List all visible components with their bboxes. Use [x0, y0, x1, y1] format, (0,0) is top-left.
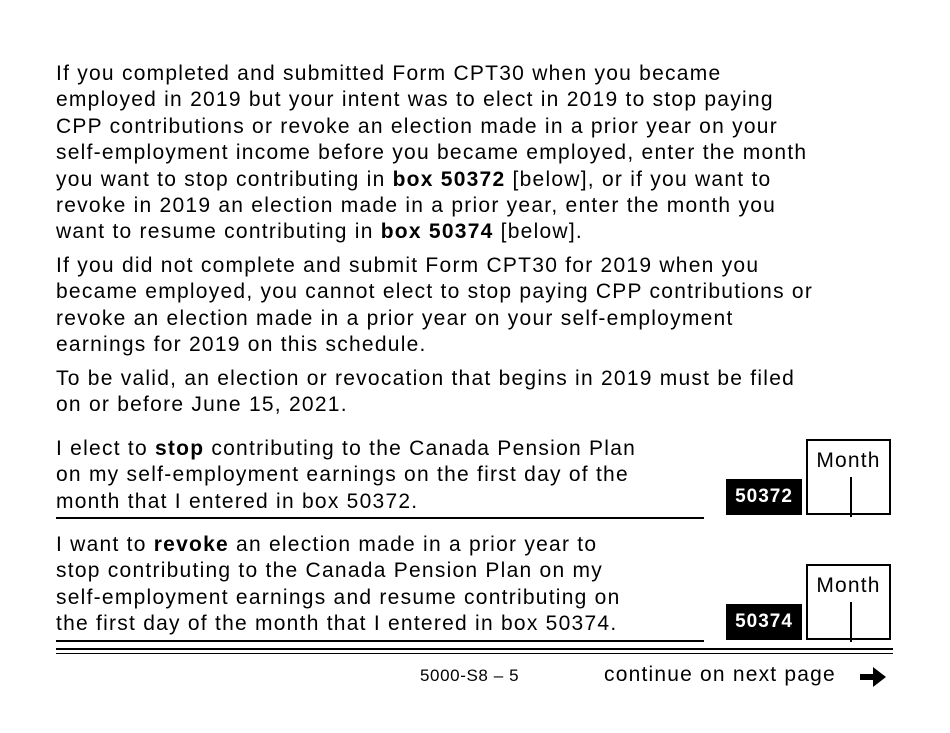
text-segment: you want to stop contributing in	[56, 167, 393, 191]
paragraph-filing-deadline	[56, 366, 916, 419]
right-arrow-icon	[858, 665, 888, 689]
text-segment: contributing to the Canada Pension Plan	[204, 437, 637, 460]
form-page-code: 5000-S8 – 5	[420, 666, 520, 685]
continue-on-next-page: continue on next page	[604, 663, 836, 686]
stop-keyword: stop	[154, 437, 205, 460]
text-line: stop contributing to the Canada Pension Plan on my	[56, 559, 603, 583]
text-line: revoke in 2019 an election made in a prior year, enter the month you	[56, 194, 777, 218]
election-revoke-text	[56, 532, 716, 638]
text-line: If you did not complete and submit Form CPT30 for 2019 when you	[56, 254, 760, 277]
field-code-50374: 50374	[726, 604, 802, 640]
text-line: month that I entered in box 50372.	[56, 489, 419, 513]
field-code-50372: 50372	[726, 479, 802, 515]
text-line	[56, 219, 916, 245]
box-reference-50374: box 50374	[380, 220, 494, 244]
text-line: employed in 2019 but your intent was to elect in 2019 to stop paying	[56, 88, 774, 112]
month-input-50374[interactable]	[806, 564, 891, 640]
box-reference-50372: box 50372	[392, 167, 506, 191]
divider-rule	[56, 640, 704, 642]
paragraph-cpt30-not-submitted	[56, 253, 916, 359]
text-line: self-employment earnings and resume contributing on	[56, 585, 621, 609]
footer-rule-top	[56, 648, 893, 650]
divider-rule	[56, 517, 704, 519]
text-segment: I want to	[56, 533, 154, 556]
text-segment: [below], or if you want to	[505, 167, 772, 191]
text-line: revoke an election made in a prior year on your self-employment	[56, 306, 734, 330]
text-line: became employed, you cannot elect to stop paying CPP contributions or	[56, 280, 814, 304]
text-line: CPP contributions or revoke an election made in a prior year on your	[56, 114, 778, 138]
text-line: To be valid, an election or revocation that begins in 2019 must be filed	[56, 367, 796, 390]
month-digit-divider	[850, 602, 852, 642]
month-label: Month	[816, 574, 881, 597]
text-line: on my self-employment earnings on the first day of the	[56, 463, 629, 487]
month-digit-divider	[850, 477, 852, 517]
revoke-keyword: revoke	[153, 533, 229, 556]
text-line	[56, 167, 916, 193]
paragraph-cpt30-submitted	[56, 61, 916, 246]
month-label: Month	[816, 449, 881, 472]
month-input-50372[interactable]	[806, 439, 891, 515]
text-line	[56, 436, 716, 462]
footer-rule-bottom	[56, 653, 893, 654]
text-line: on or before June 15, 2021.	[56, 393, 348, 417]
text-segment: an election made in a prior year to	[228, 533, 598, 556]
text-segment: [below].	[493, 220, 584, 244]
election-stop-text	[56, 436, 716, 515]
text-line: If you completed and submitted Form CPT30 when you became	[56, 62, 722, 85]
text-segment: want to resume contributing in	[56, 220, 381, 244]
text-line	[56, 532, 716, 558]
text-segment: I elect to	[56, 437, 155, 460]
text-line: the first day of the month that I entered in box 50374.	[56, 612, 618, 636]
text-line: earnings for 2019 on this schedule.	[56, 333, 427, 357]
text-line: self-employment income before you became employed, enter the month	[56, 141, 808, 165]
